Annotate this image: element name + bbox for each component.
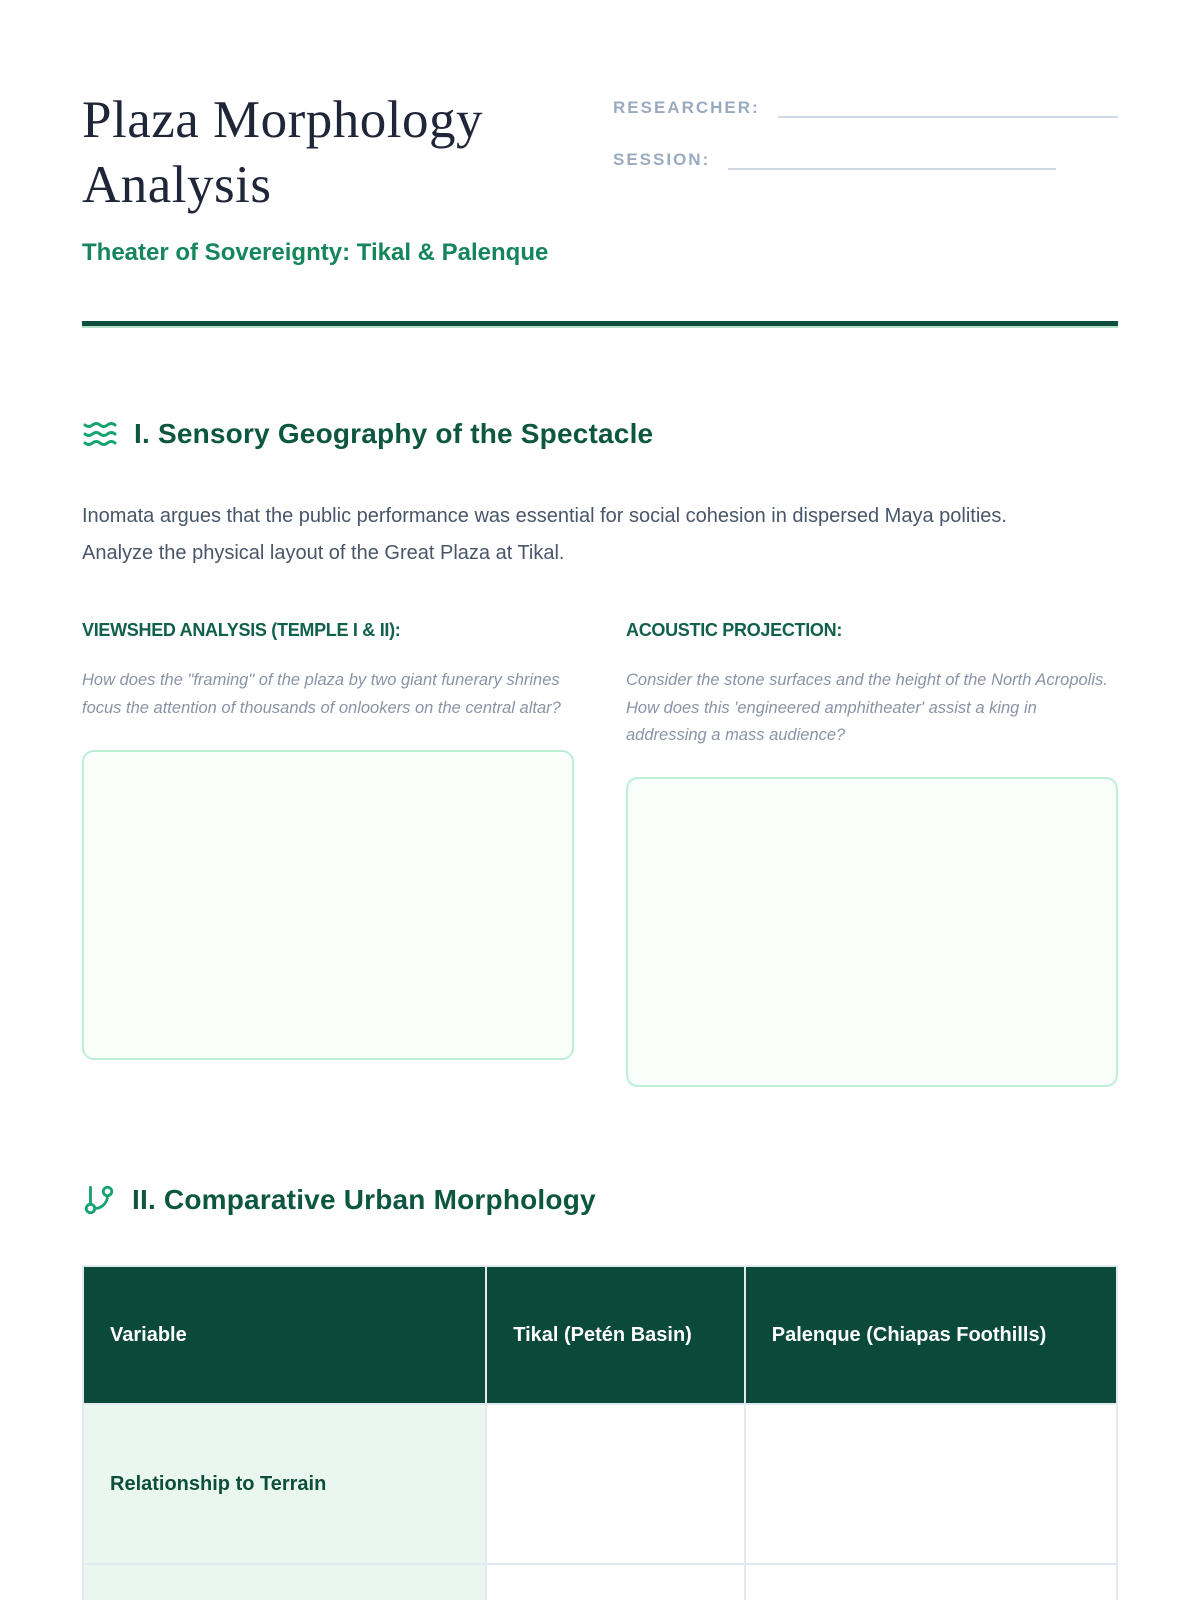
comparison-table	[82, 1265, 1118, 1600]
table-row	[83, 1564, 1117, 1600]
section-1-intro: Inomata argues that the public performance was essential for social cohesion in dispersed Maya polities. Analyze the physical layout of the Great Plaza at Tikal.	[82, 505, 1007, 565]
waves-icon	[82, 416, 118, 452]
session-label: SESSION:	[613, 150, 711, 169]
col-header-variable: Variable	[83, 1266, 486, 1404]
header	[82, 88, 1118, 267]
title-block	[82, 88, 602, 267]
section-sensory-geography	[82, 416, 1118, 1087]
researcher-label: RESEARCHER:	[613, 98, 760, 117]
divider-rule	[82, 321, 1118, 328]
table-header-row	[83, 1266, 1117, 1404]
viewshed-answer-box[interactable]	[82, 750, 574, 1060]
col-header-tikal: Tikal (Petén Basin)	[486, 1266, 745, 1404]
researcher-input[interactable]	[778, 92, 1118, 118]
session-input[interactable]	[728, 144, 1056, 170]
viewshed-column	[82, 620, 574, 1060]
tikal-answer-cell[interactable]	[486, 1564, 745, 1600]
section-urban-morphology	[82, 1183, 1118, 1600]
researcher-field-row	[613, 92, 1118, 118]
section-1-title: I. Sensory Geography of the Spectacle	[134, 418, 654, 450]
viewshed-prompt: How does the "framing" of the plaza by two giant funerary shrines focus the attention of thousands of onlookers on the central altar?	[82, 671, 561, 717]
acoustic-prompt: Consider the stone surfaces and the height of the North Acropolis. How does this 'engineered amphitheater' assist a king in addressing a mass audience?	[626, 671, 1108, 745]
page-subtitle: Theater of Sovereignty: Tikal & Palenque	[82, 239, 549, 267]
acoustic-heading: ACOUSTIC PROJECTION:	[626, 620, 843, 641]
row-variable-label	[83, 1564, 486, 1600]
row-variable-label: Relationship to Terrain	[83, 1404, 486, 1564]
session-field-row	[613, 144, 1118, 170]
tikal-answer-cell[interactable]	[486, 1404, 745, 1564]
palenque-answer-cell[interactable]	[745, 1564, 1117, 1600]
page-title: Plaza Morphology Analysis	[82, 91, 484, 214]
palenque-answer-cell[interactable]	[745, 1404, 1117, 1564]
acoustic-answer-box[interactable]	[626, 777, 1118, 1087]
viewshed-heading: VIEWSHED ANALYSIS (TEMPLE I & II):	[82, 620, 401, 641]
git-branch-icon	[82, 1183, 116, 1217]
section-2-title: II. Comparative Urban Morphology	[132, 1184, 596, 1216]
table-row	[83, 1404, 1117, 1564]
meta-fields	[613, 88, 1118, 196]
section-1-heading	[82, 416, 1118, 452]
acoustic-column	[626, 620, 1118, 1087]
col-header-palenque: Palenque (Chiapas Foothills)	[745, 1266, 1117, 1404]
section-2-heading	[82, 1183, 1118, 1217]
prompt-columns	[82, 620, 1118, 1087]
